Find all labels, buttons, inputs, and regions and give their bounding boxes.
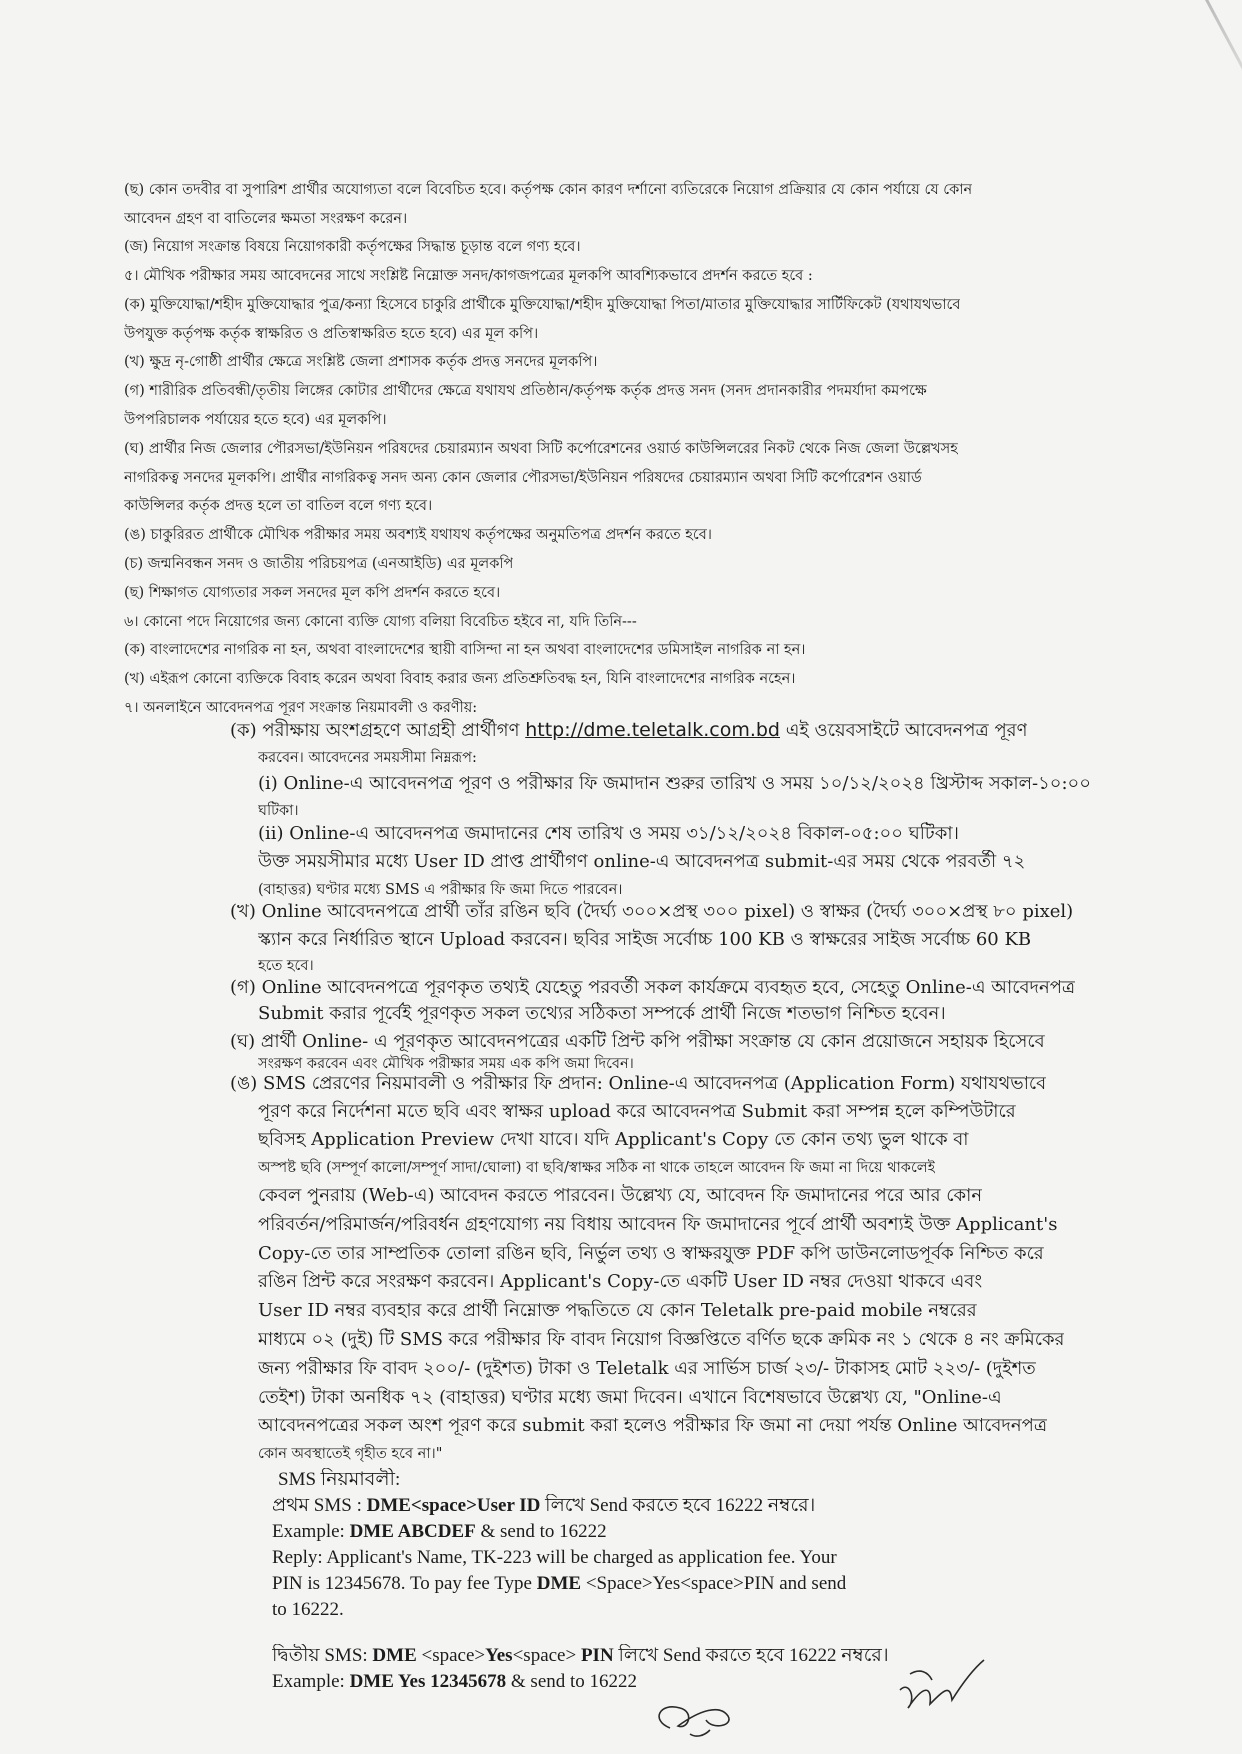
clause-chha-line-2: আবেদন গ্রহণ বা বাতিলের ক্ষমতা সংরক্ষণ করেন। — [124, 211, 408, 227]
user-id-note-line-2: (বাহাত্তর) ঘণ্টার মধ্যে SMS এ পরীক্ষার ফি জমা দিতে পারবেন। — [258, 882, 623, 898]
signature-2 — [880, 1650, 990, 1730]
clause-7-umo-line-3: ছবিসহ Application Preview দেখা যাবে। যদি Applicant's Copy তে কোন তথ্য ভুল থাকে বা — [258, 1129, 969, 1150]
sms-rules-heading: SMS নিয়মাবলী: — [278, 1469, 401, 1490]
clause-7-ka-suffix: এই ওয়েবসাইটে আবেদনপত্র পূরণ — [785, 720, 1028, 741]
sms-example-label-2: Example: — [272, 1671, 350, 1692]
clause-7-ka-line-1 — [230, 718, 1027, 743]
sms-reply-suffix: <Space>Yes<space>PIN and send — [581, 1573, 847, 1594]
start-time-line-1: (i) Online-এ আবেদনপত্র পূরণ ও পরীক্ষার ফি জমাদান শুরুর তারিখ ও সময় ১০/১২/২০২৪ খ্রিস্টাব্দ সকাল-১০:০০ — [258, 773, 1091, 794]
clause-5-ga-line-2: উপপরিচালক পর্যায়ের হতে হবে) এর মূলকপি। — [124, 412, 387, 428]
sms-second-prefix: দ্বিতীয় SMS: — [272, 1645, 373, 1666]
section-6-heading: ৬। কোনো পদে নিয়োগের জন্য কোনো ব্যক্তি যোগ্য বলিয়া বিবেচিত হইবে না, যদি তিনি--- — [124, 614, 637, 630]
clause-7-umo-line-9: User ID নম্বর ব্যবহার করে প্রার্থী নিম্নোক্ত পদ্ধতিতে যে কোন Teletalk pre-paid mobile নম্বরের — [258, 1300, 977, 1321]
clause-7-umo-line-13: আবেদনপত্রের সকল অংশ পূরণ করে submit করা হলেও পরীক্ষার ফি জমা না দেয়া পর্যন্ত Online আবেদনপত্র — [258, 1415, 1048, 1436]
clause-7-kha-line-1: (খ) Online আবেদনপত্রে প্রার্থী তাঁর রঙিন ছবি (দৈর্ঘ্য ৩০০×প্রস্থ ৩০০ pixel) ও স্বাক্ষর (দৈর্ঘ্য ৩০০×প্রস্থ ৮০ pixel) — [230, 901, 1074, 922]
sms-first-example-suffix: & send to 16222 — [475, 1521, 607, 1542]
clause-7-umo-line-14: কোন অবস্থাতেই গৃহীত হবে না।" — [258, 1446, 443, 1462]
section-7-heading: ৭। অনলাইনে আবেদনপত্র পূরণ সংক্রান্ত নিয়মাবলী ও করণীয়: — [124, 700, 478, 716]
sms-second-space-2: <space> — [512, 1645, 581, 1666]
clause-5-chha: (ছ) শিক্ষাগত যোগ্যতার সকল সনদের মূল কপি প্রদর্শন করতে হবে। — [124, 585, 501, 601]
clause-6-ka: (ক) বাংলাদেশের নাগরিক না হন, অথবা বাংলাদেশের স্থায়ী বাসিন্দা না হন অথবা বাংলাদেশের ডমিসাইল নাগরিক না হন। — [124, 642, 806, 658]
sms-reply-command: DME — [536, 1573, 582, 1594]
clause-7-umo-line-4: অস্পষ্ট ছবি (সম্পূর্ণ কালো/সম্পূর্ণ সাদা/ঘোলা) বা ছবি/স্বাক্ষর সঠিক না থাকে তাহলে আবেদন ফি জমা না দিয়ে থাকলেই — [258, 1160, 936, 1176]
sms-second-yes: Yes — [485, 1645, 513, 1666]
application-website-link[interactable]: http://dme.teletalk.com.bd — [525, 719, 780, 741]
sms-first-instruction — [272, 1494, 815, 1518]
sms-reply-prefix: PIN is 12345678. To pay fee Type — [272, 1573, 537, 1594]
sms-second-space-1: <space> — [416, 1645, 486, 1666]
sms-first-example-command: DME ABCDEF — [349, 1521, 476, 1542]
start-time-line-2: ঘটিকা। — [258, 803, 299, 819]
clause-7-umo-line-5: কেবল পুনরায় (Web-এ) আবেদন করতে পারবেন। উল্লেখ্য যে, আবেদন ফি জমাদানের পরে আর কোন — [258, 1185, 983, 1206]
sms-second-example-suffix: & send to 16222 — [506, 1671, 638, 1692]
clause-5-gha-line-1: (ঘ) প্রার্থীর নিজ জেলার পৌরসভা/ইউনিয়ন পরিষদের চেয়ারম্যান অথবা সিটি কর্পোরেশনের ওয়ার্ড কাউন্সিলরের নিকট থেকে নিজ জেলা উল্লেখসহ — [124, 441, 958, 457]
end-time-line: (ii) Online-এ আবেদনপত্র জমাদানের শেষ তারিখ ও সময় ৩১/১২/২০২৪ বিকাল-০৫:০০ ঘটিকা। — [258, 823, 959, 844]
clause-7-ga-line-2: Submit করার পূর্বেই পূরণকৃত সকল তথ্যের সঠিকতা সম্পর্কে প্রার্থী নিজে শতভাগ নিশ্চিত হবেন। — [258, 1003, 946, 1024]
clause-7-kha-line-3: হতে হবে। — [258, 958, 314, 974]
clause-5-gha-line-2: নাগরিকত্ব সনদের মূলকপি। প্রার্থীর নাগরিকত্ব সনদ অন্য কোন জেলার পৌরসভা/ইউনিয়ন পরিষদের চেয়ারম্যান অথবা সিটি কর্পোরেশন ওয়ার্ড — [124, 470, 922, 486]
sms-second-instruction — [272, 1644, 889, 1668]
sms-first-example — [272, 1520, 607, 1544]
sms-example-label: Example: — [272, 1521, 350, 1542]
section-5-heading: ৫। মৌখিক পরীক্ষার সময় আবেদনের সাথে সংশ্লিষ্ট নিম্নোক্ত সনদ/কাগজপত্রের মূলকপি আবশ্যিকভাবে প্রদর্শন করতে হবে : — [124, 268, 813, 284]
clause-5-ka-line-1: (ক) মুক্তিযোদ্ধা/শহীদ মুক্তিযোদ্ধার পুত্র/কন্যা হিসেবে চাকুরি প্রার্থীকে মুক্তিযোদ্ধা/শহীদ মুক্তিযোদ্ধা পিতা/মাতার মুক্তিযোদ্ধার সার্টিফিকেট (যথাযথভাবে — [124, 297, 961, 313]
clause-7-umo-line-1: (ঙ) SMS প্রেরণের নিয়মাবলী ও পরীক্ষার ফি প্রদান: Online-এ আবেদনপত্র (Application Form) যথাযথভাবে — [230, 1073, 1047, 1094]
clause-5-cha: (চ) জন্মনিবন্ধন সনদ ও জাতীয় পরিচয়পত্র (এনআইডি) এর মূলকপি — [124, 556, 514, 572]
sms-reply-line-3: to 16222. — [272, 1599, 344, 1620]
sms-second-example — [272, 1670, 637, 1694]
clause-5-umo: (ঙ) চাকুরিরত প্রার্থীকে মৌখিক পরীক্ষার সময় অবশ্যই যথাযথ কর্তৃপক্ষের অনুমতিপত্র প্রদর্শন করতে হবে। — [124, 527, 712, 543]
clause-jha: (জ) নিয়োগ সংক্রান্ত বিষয়ে নিয়োগকারী কর্তৃপক্ষের সিদ্ধান্ত চূড়ান্ত বলে গণ্য হবে। — [124, 239, 581, 255]
sms-second-dme: DME — [372, 1645, 417, 1666]
clause-5-ga-line-1: (গ) শারীরিক প্রতিবন্ধী/তৃতীয় লিঙ্গের কোটার প্রার্থীদের ক্ষেত্রে যথাযথ প্রতিষ্ঠান/কর্তৃপক্ষ কর্তৃক প্রদত্ত সনদ (সনদ প্রদানকারীর পদমর্যাদা কমপক্ষে — [124, 383, 927, 399]
sms-first-prefix: প্রথম SMS : — [272, 1495, 367, 1516]
clause-7-umo-line-12: তেইশ) টাকা অনধিক ৭২ (বাহাত্তর) ঘণ্টার মধ্যে জমা দিবেন। এখানে বিশেষভাবে উল্লেখ্য যে, "Online-এ — [258, 1387, 1002, 1408]
sms-second-suffix: লিখে Send করতে হবে 16222 নম্বরে। — [613, 1645, 889, 1666]
sms-reply-line-1: Reply: Applicant's Name, TK-223 will be charged as application fee. Your — [272, 1547, 837, 1568]
clause-7-ka-prefix: (ক) পরীক্ষায় অংশগ্রহণে আগ্রহী প্রার্থীগণ — [230, 720, 520, 741]
scan-edge-mark — [1205, 0, 1242, 132]
sms-reply-line-2 — [272, 1572, 846, 1596]
clause-7-umo-line-6: পরিবর্তন/পরিমার্জন/পরিবর্ধন গ্রহণযোগ্য নয় বিধায় আবেদন ফি জমাদানের পূর্বে প্রার্থী অবশ্যই উক্ত Applicant's — [258, 1214, 1058, 1235]
clause-6-kha: (খ) এইরূপ কোনো ব্যক্তিকে বিবাহ করেন অথবা বিবাহ করার জন্য প্রতিশ্রুতিবদ্ধ হন, যিনি বাংলাদেশের নাগরিক নহেন। — [124, 671, 796, 687]
sms-second-example-command: DME Yes 12345678 — [349, 1671, 507, 1692]
clause-7-kha-line-2: স্ক্যান করে নির্ধারিত স্থানে Upload করবেন। ছবির সাইজ সর্বোচ্চ 100 KB ও স্বাক্ষরের সাইজ সর্বোচ্চ 60 KB — [258, 929, 1032, 950]
sms-first-command: DME<space>User ID — [366, 1495, 541, 1516]
clause-7-umo-line-8: রঙিন প্রিন্ট করে সংরক্ষণ করবেন। Applicant's Copy-তে একটি User ID নম্বর দেওয়া থাকবে এবং — [258, 1271, 983, 1292]
clause-chha-line-1: (ছ) কোন তদবীর বা সুপারিশ প্রার্থীর অযোগ্যতা বলে বিবেচিত হবে। কর্তৃপক্ষ কোন কারণ দর্শানো ব্যতিরেকে নিয়োগ প্রক্রিয়ার যে কোন পর্যায়ে যে কোন — [124, 182, 973, 198]
clause-7-umo-line-7: Copy-তে তার সাম্প্রতিক তোলা রঙিন ছবি, নির্ভুল তথ্য ও স্বাক্ষরযুক্ত PDF কপি ডাউনলোডপূর্বক নিশ্চিত করে — [258, 1243, 1044, 1264]
clause-7-gha-line-2: সংরক্ষণ করবেন এবং মৌখিক পরীক্ষার সময় এক কপি জমা দিবেন। — [258, 1056, 634, 1072]
clause-7-ga-line-1: (গ) Online আবেদনপত্রে পূরণকৃত তথ্যই যেহেতু পরবর্তী সকল কার্যক্রমে ব্যবহৃত হবে, সেহেতু Online-এ আবেদনপত্র — [230, 977, 1076, 998]
clause-7-umo-line-11: জন্য পরীক্ষার ফি বাবদ ২০০/- (দুইশত) টাকা ও Teletalk এর সার্ভিস চার্জ ২৩/- টাকাসহ মোট ২২৩/- (দুইশত — [258, 1358, 1036, 1379]
sms-first-suffix: লিখে Send করতে হবে 16222 নম্বরে। — [540, 1495, 816, 1516]
clause-5-ka-line-2: উপযুক্ত কর্তৃপক্ষ কর্তৃক স্বাক্ষরিত ও প্রতিস্বাক্ষরিত হতে হবে) এর মূল কপি। — [124, 326, 539, 342]
signature-1 — [640, 1690, 750, 1750]
sms-second-pin: PIN — [580, 1645, 614, 1666]
clause-7-umo-line-2: পূরণ করে নির্দেশনা মতে ছবি এবং স্বাক্ষর upload করে আবেদনপত্র Submit করা সম্পন্ন হলে কম্পিউটারে — [258, 1101, 1016, 1122]
clause-5-gha-line-3: কাউন্সিলর কর্তৃক প্রদত্ত হলে তা বাতিল বলে গণ্য হবে। — [124, 498, 433, 514]
clause-7-gha-line-1: (ঘ) প্রার্থী Online- এ পূরণকৃত আবেদনপত্রের একটি প্রিন্ট কপি পরীক্ষা সংক্রান্ত যে কোন প্রয়োজনে সহায়ক হিসেবে — [230, 1031, 1045, 1052]
clause-7-umo-line-10: মাধ্যমে ০২ (দুই) টি SMS করে পরীক্ষার ফি বাবদ নিয়োগ বিজ্ঞপ্তিতে বর্ণিত ছকে ক্রমিক নং ১ থেকে ৪ নং ক্রমিকের — [258, 1329, 1065, 1350]
clause-7-ka-line-2: করবেন। আবেদনের সময়সীমা নিম্নরূপ: — [258, 750, 477, 766]
clause-5-kha: (খ) ক্ষুদ্র নৃ-গোষ্ঠী প্রার্থীর ক্ষেত্রে সংশ্লিষ্ট জেলা প্রশাসক কর্তৃক প্রদত্ত সনদের মূলকপি। — [124, 354, 598, 370]
user-id-note-line-1: উক্ত সময়সীমার মধ্যে User ID প্রাপ্ত প্রার্থীগণ online-এ আবেদনপত্র submit-এর সময় থেকে পরবর্তী ৭২ — [258, 851, 1026, 872]
